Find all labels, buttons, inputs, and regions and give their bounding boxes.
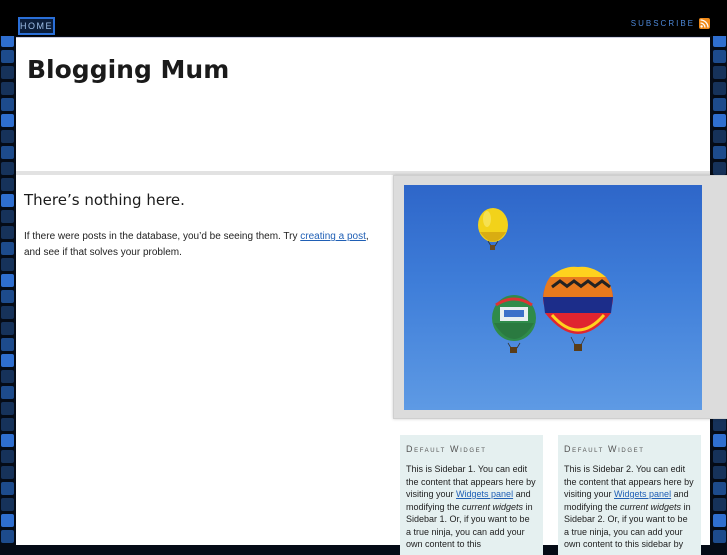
edge-square <box>1 178 14 191</box>
sidebar-1-text <box>406 463 537 551</box>
page-heading: There’s nothing here. <box>24 191 185 209</box>
sidebar-1-widgets-link[interactable]: Widgets panel <box>456 489 514 499</box>
edge-square <box>713 130 726 143</box>
sidebar-2-text-c: in Sidebar 2. Or, if you want to be a true ninja, you can add your own content to this sidebar by <box>564 501 691 549</box>
sidebar-1-text-b: and modifying the <box>406 489 531 512</box>
edge-square <box>713 466 726 479</box>
edge-square <box>713 98 726 111</box>
edge-square <box>1 434 14 447</box>
edge-square <box>1 98 14 111</box>
sidebar-1-emphasis: current widgets <box>462 501 524 512</box>
edge-square <box>713 82 726 95</box>
left-edge-pattern <box>0 0 16 545</box>
edge-square <box>1 50 14 63</box>
subscribe-label: SUBSCRIBE <box>630 18 695 28</box>
sidebar-1-text-a: This is Sidebar 1. You can edit the content that appears here by visiting your <box>406 464 536 499</box>
sidebar-2-text <box>564 463 695 551</box>
edge-square <box>1 498 14 511</box>
edge-square <box>1 354 14 367</box>
edge-square <box>1 466 14 479</box>
sidebar-2-title: Default Widget <box>564 444 645 454</box>
edge-square <box>1 210 14 223</box>
main-column <box>24 191 379 261</box>
edge-square <box>713 498 726 511</box>
edge-square <box>1 482 14 495</box>
empty-message-text-1: If there were posts in the database, you’d be seeing them. Try <box>24 231 301 242</box>
edge-square <box>1 322 14 335</box>
rss-icon[interactable] <box>699 18 710 29</box>
sidebar-2-text-b: and modifying the <box>564 489 689 512</box>
top-navigation-bar <box>0 0 727 36</box>
edge-square <box>1 258 14 271</box>
edge-square <box>713 530 726 543</box>
edge-square <box>1 66 14 79</box>
edge-square <box>713 146 726 159</box>
edge-square <box>1 514 14 527</box>
edge-square <box>713 418 726 431</box>
sidebar-1-title: Default Widget <box>406 444 487 454</box>
empty-message <box>24 229 379 261</box>
subscribe-link[interactable] <box>631 17 710 29</box>
edge-square <box>1 306 14 319</box>
sidebar-2-emphasis: current widgets <box>620 501 682 512</box>
edge-square <box>1 530 14 543</box>
edge-square <box>1 130 14 143</box>
empty-message-text-2: , and see if that solves your problem. <box>24 231 369 258</box>
edge-square <box>1 274 14 287</box>
edge-square <box>1 146 14 159</box>
edge-square <box>1 450 14 463</box>
site-header <box>16 37 710 172</box>
edge-square <box>713 450 726 463</box>
edge-square <box>1 402 14 415</box>
edge-square <box>1 290 14 303</box>
edge-square <box>713 514 726 527</box>
edge-square <box>713 66 726 79</box>
edge-square <box>1 226 14 239</box>
edge-square <box>713 162 726 175</box>
edge-square <box>713 50 726 63</box>
edge-square <box>1 386 14 399</box>
edge-square <box>1 418 14 431</box>
edge-square <box>1 370 14 383</box>
sidebar-1-widget <box>400 435 543 555</box>
edge-square <box>713 434 726 447</box>
edge-square <box>1 114 14 127</box>
sidebar-2-widgets-link[interactable]: Widgets panel <box>614 489 672 499</box>
edge-square <box>1 242 14 255</box>
nav-home-link[interactable]: HOME <box>18 17 55 35</box>
edge-square <box>713 482 726 495</box>
hot-air-balloons-photo <box>404 185 702 410</box>
content-area <box>16 175 710 549</box>
header-photo-frame <box>393 175 727 419</box>
create-post-link[interactable]: creating a post <box>300 231 366 242</box>
edge-square <box>713 114 726 127</box>
sidebar-1-text-c: in Sidebar 1. Or, if you want to be a true ninja, you can add your own content to this <box>406 501 533 549</box>
sidebar-2-text-a: This is Sidebar 2. You can edit the content that appears here by visiting your <box>564 464 694 499</box>
edge-square <box>1 194 14 207</box>
sidebar-2-widget <box>558 435 701 555</box>
edge-square <box>1 338 14 351</box>
edge-square <box>1 82 14 95</box>
site-title[interactable]: Blogging Mum <box>27 55 230 84</box>
edge-square <box>1 162 14 175</box>
